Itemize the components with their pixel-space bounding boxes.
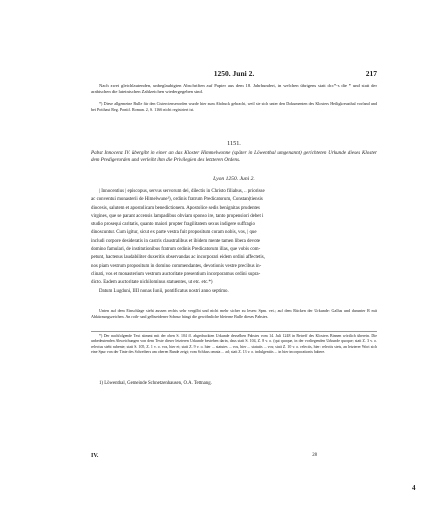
signature-number: 28 bbox=[312, 453, 317, 458]
body-line: virgines, que se parant accensis lampadibus obviam sponso ire, tanto propensiori debet i bbox=[91, 213, 264, 219]
body-line: studio prosequi caritatis, quanto maiori propter fragilitatem sexus indigere suffragio bbox=[91, 222, 255, 228]
body-line: dinoscuntur. Cum igitur, sicut ex parte vestra fuit propositum coram nobis, vos, | que bbox=[91, 230, 257, 236]
header-date: 1250. Juni 2. bbox=[213, 69, 255, 78]
body-line: nos piam vestrum propositum in domino commendantes, devotionis vestre precibus in- bbox=[91, 263, 262, 269]
body-line: clinati, vos et monasterium vestrum auctoritate presentium incorporamus ordini supra- bbox=[91, 271, 261, 277]
body-line: | Innocentius | episcopus, servus servorum dei, dilectis in Christo filiabus, .. priorisse bbox=[99, 189, 265, 194]
body-line: diocesis, salutem et apostolicam benedictionem. Apostolice sedis benignitas prudentes bbox=[91, 205, 260, 211]
page-footer bbox=[91, 453, 377, 459]
body-line: Datum Lugduni, IIII nonas Iunii, pontificatus nostri anno septimo. bbox=[99, 288, 229, 294]
seal-note: Unten auf dem Einschlage sieht aussen rechts sehr vergilbt und nicht mehr sicher zu lesen: Spm. vet.; auf dem Rücken der Urkunde: Gallus und darunter R mit Abkürzungszeichen. An roth- und gelbseidener Schnur hängt die gewöhnliche bleierne Bulle dieses Pabstes. bbox=[91, 308, 377, 319]
document-date: Lyon 1250. Juni 2. bbox=[213, 176, 255, 182]
volume-number: IV. bbox=[91, 453, 99, 459]
document-number: 1151. bbox=[227, 140, 241, 147]
footnote-divider bbox=[91, 331, 377, 332]
body-line: domino famulari, de institutionibus fratrum ordinis Predicatorum illas, que vobis com- bbox=[91, 247, 261, 253]
body-line: includi corpore desideratis in castris claustralibus et ibidem mente tamen libera devote bbox=[91, 238, 261, 244]
body-line: dicto. Eadem auctoritate nichilominus statuentes, ut etc. etc.*) bbox=[91, 280, 213, 286]
top-footnote: *) Diese allgemeine Bulle für den Cistercienserorden wurde hier zum Abdruck gebracht, weil sie sich unter den Dokumenten des Klosters Heiligkreuzthal vorfand und bei Potthast Reg. Pontif. Roman. 2, S. 1166 nicht registriert ist. bbox=[91, 101, 377, 112]
footnote-one: 1) Löwenthal, Gemeinde Schnetzenhausen, O.A. Tettnang. bbox=[99, 381, 212, 386]
footnote-star: *) Der nachfolgende Text stimmt mit der oben S. 104 ff. abgedruckten Urkunde desselben Pabstes vom 14. Juli 1248 in Betreff des Klosters Binnen wörtlich überein. Die unbedeutenden Abweichungen von dem Texte dieser letzteren Urkunde bestehen darin, dass statt S. 104, Z. 8 v. o. (qui quoque, in der vorliegenden Urkunde quoque; statt Z. 3 v. o. relectus steht rubente; statt S. 105, Z. 1 v. o. vos, hier et; statt Z. 9 v. o. hier ... statutes ... vos, hier ... statutis ... vos; statt Z. 10 v. o. relectis, hier: relectis stets, an letzterer Wort sich eine Spur von der Tinte des Schreibers am oberen Rande zeigt; vom Schluss omnia ... ad; statt Z. 13 v. o. indulgentiis ... in hier incorporationis habere. bbox=[91, 334, 377, 354]
document-summary: Pabst Innocenz IV. übergibt in einer an das Kloster Himmelwonne (später in Löwenthal umgenannt) gerichteten Urkunde dieses Kloster dem Predigerorden und verleiht ihm die Privilegien des letzteren Ordens. bbox=[91, 150, 377, 163]
body-line: petunt, hactenus laudabiliter duxeritis observandas ac incorporari eidem ordini affectetis, bbox=[91, 255, 265, 261]
body-line: ac conventui monasterii de Himelwune¹), ordinis fratrum Predicatorum, Constan(tiensis bbox=[91, 197, 263, 203]
page-number: 217 bbox=[365, 69, 377, 78]
document-body bbox=[91, 188, 377, 296]
source-note: Nach zwei gleichlautenden, unbeglaubigten Abschriften auf Papier aus dem 18. Jahrhundert, in welchen übrigens statt dcc*-s die * und statt der arabischen die lateinischen Zahlzeichen wiedergegeben sind. bbox=[91, 83, 377, 95]
margin-number: 4 bbox=[412, 484, 416, 492]
